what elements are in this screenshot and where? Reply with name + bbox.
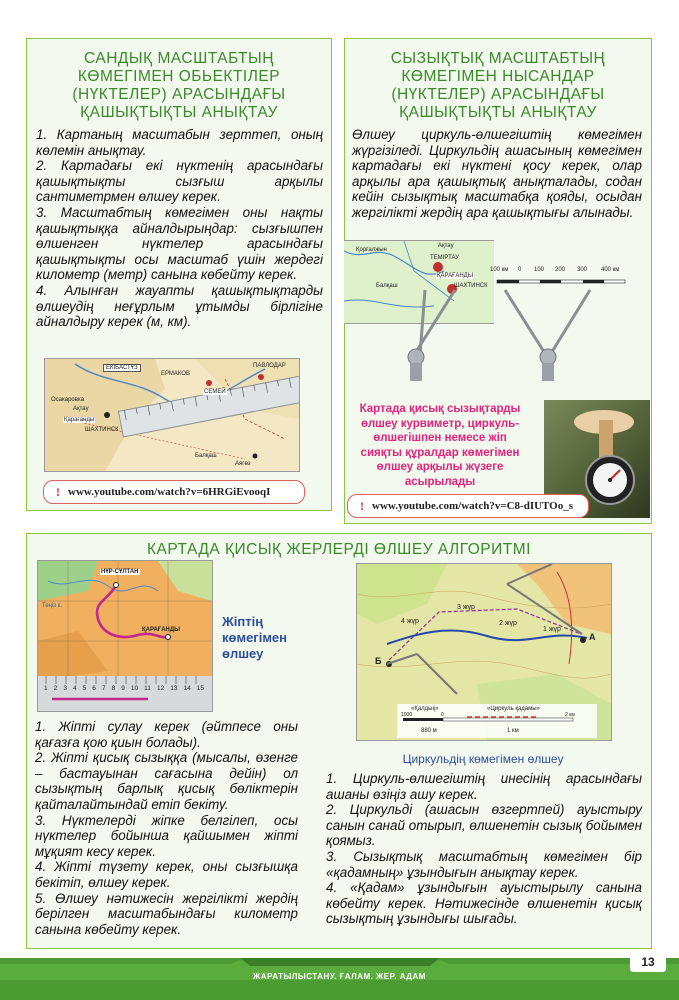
map-label: 3 жүр [457, 604, 475, 611]
map-label: Балқаш [195, 453, 217, 459]
scale-label: 100 км [490, 267, 509, 273]
scale-label: 200 [555, 267, 566, 273]
ruler-numbers [44, 685, 204, 692]
ruler-number: 8 [111, 685, 116, 692]
step-text: 1. Картаның масштабын зерттеп, оның көлемін анықтау. [36, 127, 323, 158]
ruler-number: 3 [63, 685, 67, 692]
map-label: Аягөз [235, 461, 251, 467]
caption-line: көмегімен [222, 630, 288, 645]
title-line: САНДЫҚ МАСШТАБТЫҢ [84, 50, 274, 67]
map-label: ШАХТИНСК [454, 283, 488, 289]
scale-label: «Циркуль қадамы» [487, 706, 540, 712]
step-text: 2. Циркульді (ашасын өзгертпей) ауыстыру санын санай отырып, өлшенетін сызық бойымен қоямыз. [326, 802, 642, 849]
map-label: Қорғалжын [356, 247, 387, 253]
page-number-box [630, 952, 666, 972]
title-line: ҚАШЫҚТЫҚТЫ АНЫҚТАУ [399, 104, 597, 121]
ruler-number: 1 [44, 685, 48, 692]
map-label: СЕМЕЙ [204, 389, 226, 395]
footer-title: ЖАРАТЫЛЫСТАНУ. ҒАЛАМ. ЖЕР. АДАМ [253, 972, 426, 981]
panel-bottom-left-text [35, 719, 298, 937]
map-label: ТЕМІРТАУ [430, 255, 460, 261]
map-label: Ақтау [73, 406, 89, 412]
ruler-number: 2 [53, 685, 58, 692]
note-line: өлшегішпен немесе жіп [373, 432, 507, 444]
ruler-number: 15 [196, 685, 204, 692]
note-line: өлшеу курвиметр, циркуль- [360, 417, 520, 430]
compass-caption: Циркульдің көмегімен өлшеу [402, 752, 564, 766]
ruler-number: 12 [156, 685, 165, 692]
map-label: ЕРМАКОВ [161, 371, 191, 377]
step-text: 3. Нүктелерді жіпке белгілеп, осы нүктелер бойынша қайшымен жіпті мұқият кесу керек. [35, 812, 298, 859]
step-text: 3. Сызықтық масштабтың көмегімен бір «қадамның» ұзындығын анықтау керек. [326, 848, 642, 880]
step-text: 1. Жіпті сулау керек (әйтпесе оны қағазға қою қиын болады). [35, 719, 298, 750]
exclamation-icon: ! [360, 498, 364, 513]
url-text: www.youtube.com/watch?v=6HRGiEvooqI [68, 486, 271, 498]
divider-compass-right [505, 290, 590, 381]
caption-line: өлшеу [222, 646, 264, 661]
map-label: Ақтау [438, 243, 454, 249]
ruler-number: 11 [144, 685, 151, 692]
step-text: 4. Алынған жауапты қашықтықтарды өлшеудің неғұрлым ұтымды бірлігіне айналдыру керек (м, км). [36, 282, 323, 330]
note-line: өлшеу арқылы жүзеге [376, 461, 504, 473]
youtube-link-1[interactable] [43, 480, 305, 504]
exclamation-icon: ! [56, 484, 60, 499]
map-label: Қарағанды [64, 417, 95, 423]
map-ruler-image [44, 358, 300, 472]
step-text: 4. «Қадам» ұзындығын ауыстырылу санына көбейту керек. Нәтижесінде өлшенетін қисық сызықтың ұзындығы шығады. [326, 880, 642, 927]
map-label: 4 жүр [401, 618, 419, 625]
scale-label: 880 м [421, 728, 437, 734]
scale-label: 0 [441, 712, 444, 718]
kurvimeter-note [344, 402, 536, 489]
ruler-number: 14 [183, 685, 191, 692]
step-text: 5. Өлшеу нәтижесін жергілікті жердің берілген масштабындағы километр санына көбейту керек. [35, 890, 298, 937]
map-label: ЕКІБАСТҰЗ [103, 364, 141, 372]
ruler-number: 10 [130, 685, 139, 692]
step-text: 2. Жіпті қисық сызыққа (мысалы, өзенге – бастауынан сағасына дейін) ол сызықтың барлық қисық бөліктерін қайталайтындай етіп бекіту. [35, 750, 298, 812]
page-number: 13 [641, 955, 655, 969]
scale-label: 1000 [401, 712, 413, 718]
map-label: ҚАРАҒАНДЫ [142, 627, 181, 633]
url-text: www.youtube.com/watch?v=C8-dIUTOo_s [372, 500, 574, 512]
description-text: Өлшеу циркуль-өлшегіштің көмегімен жүргізіледі. Циркульдің ашасының көмегімен картадағы екі нүктені қосу керек, олар арқылы ара қашықтық анықталады, содан кейін сызықтық масштабқа қояды, осыдан жергілікті жердің ара қашықтығы алынады. [352, 127, 642, 220]
scale-label: 0 [518, 267, 522, 273]
title-line: КӨМЕГІМЕН ОБЬЕКТІЛЕР [77, 68, 281, 85]
step-text: 3. Масштабтың көмегімен оны нақты қашықтыққа айналдырыңдар: сызғышпен өлшенген нүктелер арасындағы қашықтықты осы масштаб үшін жердегі километр (метр) санына көбейту керек. [36, 204, 323, 283]
scale-label: 100 [534, 267, 545, 273]
caption-line: Жіптің [222, 614, 264, 629]
map-label: Балқаш [376, 283, 398, 289]
step-text: 1. Циркуль-өлшегіштің инесінің арасындағы ашаны өзіңіз ашу керек. [326, 771, 642, 802]
map-label: ҚАРАҒАНДЫ [437, 273, 474, 279]
scale-label: 1 км [507, 728, 519, 734]
ruler-number: 6 [92, 685, 96, 692]
ruler-number: 5 [82, 685, 87, 692]
panel-bottom-title: КАРТАДА ҚИСЫҚ ЖЕРЛЕРДІ ӨЛШЕУ АЛГОРИТМІ [147, 541, 531, 558]
map-label: Теңіз к. [42, 603, 63, 609]
scale-label: 2 км [565, 712, 575, 718]
map-label: ШАХТИНСК [85, 427, 119, 433]
dividers-illustration [350, 285, 650, 395]
panel-tl-title [26, 50, 332, 122]
title-line: (НҮКТЕЛЕР) АРАСЫНДАҒЫ [72, 86, 286, 103]
scale-label: «Қалдық» [411, 706, 439, 712]
ruler-number: 9 [121, 685, 125, 692]
ruler-number: 7 [101, 685, 106, 692]
panel-bottom-right-text [326, 771, 642, 927]
map-label: 1 жүр [543, 626, 561, 633]
title-line: (НҮКТЕЛЕР) АРАСЫНДАҒЫ [391, 86, 605, 103]
map-label: 2 жүр [499, 620, 517, 627]
divider-compass-left [408, 290, 455, 381]
map-label: Б [375, 656, 382, 666]
step-text: 2. Картадағы екі нүктенің арасындағы қашықтықты сызғыш арқылы сантиметрмен өлшеу керек. [36, 158, 323, 205]
compass-route-map [356, 563, 612, 741]
panel-tr-title [344, 50, 652, 122]
panel-tr-text [352, 127, 642, 221]
string-caption [222, 614, 287, 662]
map-label: НҰР-СҰЛТАН [101, 569, 139, 575]
string-map-image [37, 560, 213, 712]
map-label: ПАВЛОДАР [253, 363, 286, 369]
title-line: СЫЗЫҚТЫҚ МАСШТАБТЫҢ [390, 50, 606, 67]
title-line: ҚАШЫҚТЫҚТЫ АНЫҚТАУ [80, 104, 278, 121]
scale-label: 400 км [601, 267, 620, 273]
ruler-number: 13 [170, 685, 178, 692]
note-line: сияқты құралдар көмегімен [360, 446, 520, 459]
map-label: А [589, 632, 596, 642]
ruler-number: 4 [72, 685, 77, 692]
scale-label: 300 [577, 267, 588, 273]
map-label: Осакаровка [51, 397, 85, 403]
step-text: 4. Жіпті түзету керек, оны сызғышқа бекітіп, өлшеу керек. [35, 859, 298, 890]
panel-tl-text [36, 127, 323, 330]
youtube-link-2[interactable] [347, 494, 589, 518]
title-line: КӨМЕГІМЕН НЫСАНДАР [401, 68, 595, 85]
note-line: Картада қисық сызықтарды [359, 403, 521, 415]
note-line: асырылады [404, 475, 476, 488]
